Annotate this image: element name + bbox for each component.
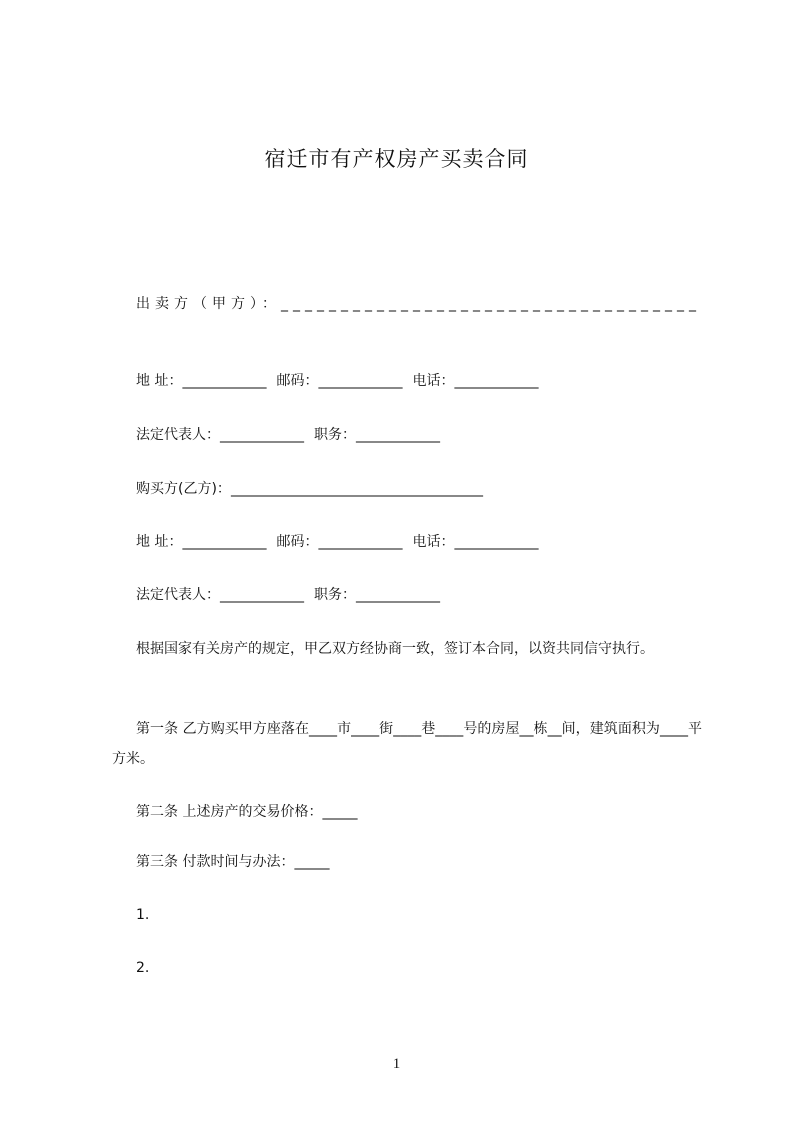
seller-phone-blank: ____________ [454,373,539,389]
buyer-position-blank: ____________ [356,587,440,603]
list-item-1: 1. [136,907,150,923]
seller-label: 出卖方（甲方）： [136,296,281,312]
seller-postcode-label: 邮码： [276,373,319,389]
seller-rep-label: 法定代表人： [136,427,220,443]
buyer-label: 购买方(乙方)： [136,481,231,497]
seller-rep-line [136,425,440,445]
buyer-line [136,479,483,499]
article-1: 第一条 乙方购买甲方座落在____市____街____巷____号的房屋__栋__间，建筑面积为____平方米。 [112,721,702,767]
buyer-postcode-blank: ____________ [318,534,403,550]
seller-phone-label: 电话： [412,373,455,389]
seller-position-label: 职务： [314,427,356,443]
article-3: 第三条 付款时间与办法：_____ [136,854,330,870]
buyer-rep-label: 法定代表人： [136,587,220,603]
seller-address-blank: ____________ [182,373,267,389]
seller-contact-line [136,371,538,391]
buyer-position-label: 职务： [314,587,356,603]
seller-postcode-blank: ____________ [318,373,403,389]
buyer-address-label: 地 址： [136,534,183,550]
buyer-phone-label: 电话： [412,534,455,550]
seller-line [136,294,701,314]
list-item-2: 2. [136,960,150,976]
intro-paragraph: 根据国家有关房产的规定，甲乙双方经协商一致，签订本合同，以资共同信守执行。 [136,641,654,657]
article-2: 第二条 上述房产的交易价格：_____ [136,804,358,820]
seller-address-label: 地 址： [136,373,183,389]
seller-rep-blank: ____________ [220,427,304,443]
buyer-blank: ____________________________________ [230,481,483,497]
document-title: 宿迁市有产权房产买卖合同 [264,147,529,171]
buyer-rep-line [136,585,440,605]
seller-blank: ___________________________________ [281,296,701,312]
buyer-contact-line [136,532,538,552]
buyer-rep-blank: ____________ [220,587,304,603]
buyer-address-blank: ____________ [182,534,267,550]
buyer-postcode-label: 邮码： [276,534,319,550]
seller-position-blank: ____________ [356,427,440,443]
page-number: 1 [392,1056,401,1072]
buyer-phone-blank: ____________ [454,534,539,550]
